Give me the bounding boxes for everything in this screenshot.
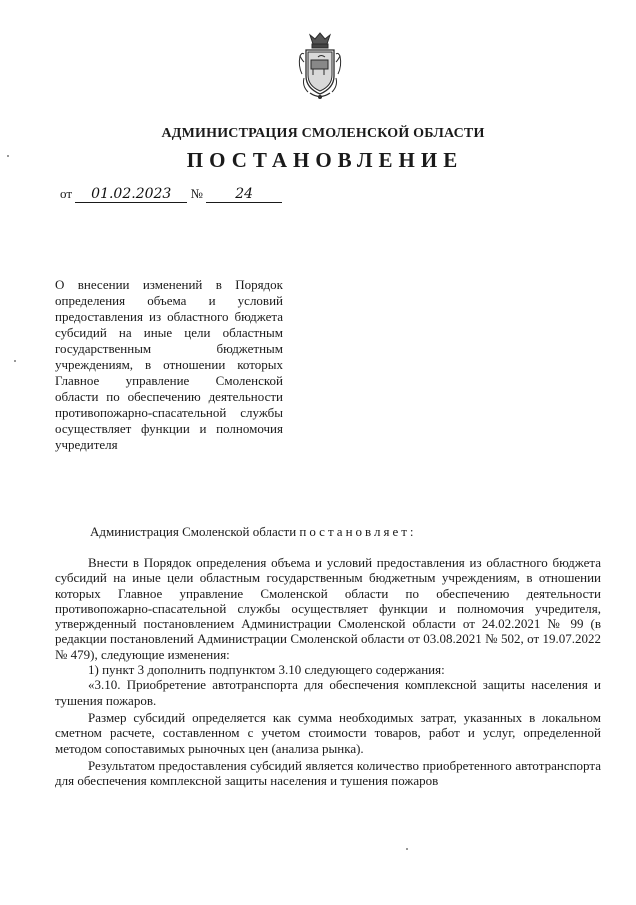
body-paragraph: Размер субсидий определяется как сумма необходимых затрат, указанных в локальном сметном расчете, составленном с учетом стоимости товаров, работ и услуг, определенной методом сопоставимых рыночных цен (анализа рынка).	[55, 709, 601, 756]
resolution-line	[90, 524, 417, 540]
scan-speck	[7, 155, 9, 157]
handwritten-number: 24	[206, 186, 282, 203]
document-body	[55, 555, 601, 788]
document-title: ПОСТАНОВЛЕНИЕ	[186, 148, 464, 172]
body-paragraph: «3.10. Приобретение автотранспорта для обеспечения комплексной защиты населения и тушения пожаров.	[55, 677, 601, 708]
coat-of-arms-icon	[296, 30, 344, 102]
date-number-line	[60, 186, 282, 203]
body-paragraph: Результатом предоставления субсидий является количество приобретенного автотранспорта для обеспечения комплексной защиты населения и тушения пожаров	[55, 757, 601, 789]
body-paragraph: Внести в Порядок определения объема и условий предоставления из областного бюджета субсидий на иные цели областным государственным бюджетным учреждениям, в отношении которых Главное управление Смоленской области по обеспечению деятельности противопожарно-спасательной службы осуществляет функции и полномочия учредителя, утвержденный постановлением Администрации Смоленской области от 24.02.2021 № 99 (в редакции постановлений Администрации Смоленской области от 03.08.2021 № 502, от 19.07.2022 № 479), следующие изменения:	[55, 555, 601, 662]
number-prefix: №	[190, 186, 203, 201]
handwritten-date: 01.02.2023	[75, 186, 187, 203]
resolution-verb: постановляет:	[299, 524, 417, 539]
document-subject: О внесении изменений в Порядок определения объема и условий предоставления из областного бюджета субсидий на иные цели областным государственным бюджетным учреждениям, в отношении которых Главное управление Смоленской области по обеспечению деятельности противопожарно-спасательной службы осуществляет функции и полномочия учредителя	[55, 277, 283, 452]
scan-speck	[14, 360, 16, 362]
resolution-lead: Администрация Смоленской области	[90, 524, 297, 539]
body-paragraph: 1) пункт 3 дополнить подпунктом 3.10 следующего содержания:	[88, 662, 445, 678]
organization-name: АДМИНИСТРАЦИЯ СМОЛЕНСКОЙ ОБЛАСТИ	[161, 126, 485, 141]
scan-speck	[406, 848, 408, 850]
date-prefix: от	[60, 186, 73, 201]
